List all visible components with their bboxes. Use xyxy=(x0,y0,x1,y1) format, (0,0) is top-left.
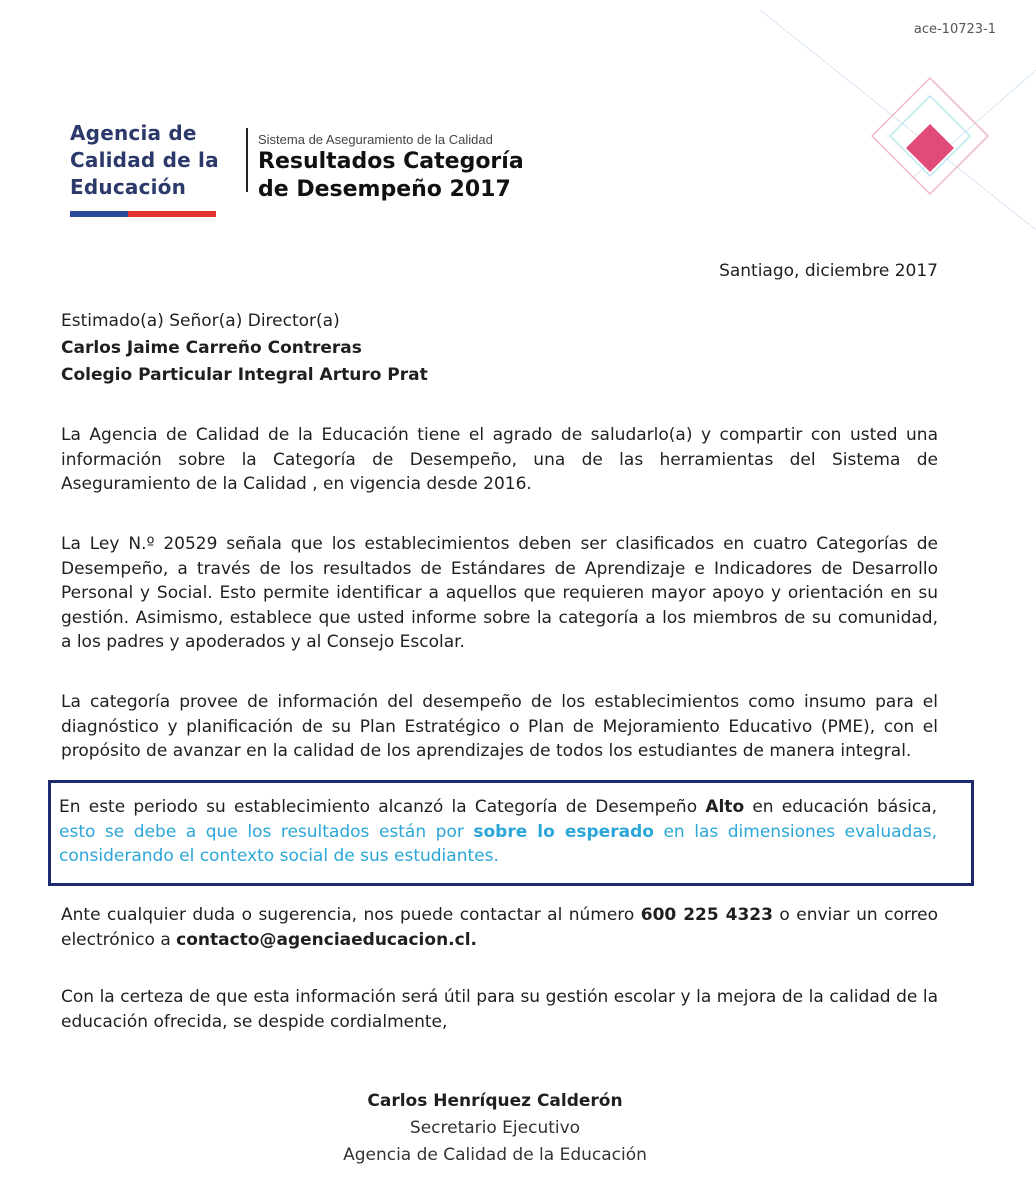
header-subtitle: Sistema de Aseguramiento de la Calidad xyxy=(258,132,493,147)
decorative-diamond-graphic xyxy=(740,0,1036,240)
document-header xyxy=(258,132,524,203)
agency-logo xyxy=(70,120,220,217)
recipient-school: Colegio Particular Integral Arturo Prat xyxy=(61,365,428,385)
contact-part-1: Ante cualquier duda o sugerencia, nos puede contactar al número xyxy=(61,905,641,925)
contact-phone: 600 225 4323 xyxy=(640,905,773,925)
signature-role: Secretario Ejecutivo xyxy=(409,1118,581,1138)
contact-part-2: o enviar un correo electrónico a xyxy=(61,905,939,950)
paragraph-contact xyxy=(61,903,938,952)
header-title-line-1: Resultados Categoría xyxy=(258,149,524,174)
contact-email: contacto@agenciaeducacion.cl. xyxy=(176,929,477,950)
highlight-part-2: en educación básica, xyxy=(744,797,938,817)
highlight-part-4: en las dimensiones evaluadas, considerando el contexto social de sus estudiantes. xyxy=(59,821,938,866)
pink-diamond-shape xyxy=(906,124,954,172)
highlight-part-3: esto se debe a que los resultados están por xyxy=(59,821,474,842)
logo-color-bar xyxy=(70,211,216,217)
document-code: ace-10723-1 xyxy=(913,22,996,37)
paragraph-closing: Con la certeza de que esta información será útil para su gestión escolar y la mejora de la calidad de la educación ofrecida, se despide cordialmente, xyxy=(61,987,938,1032)
paragraph-intro: La Agencia de Calidad de la Educación tiene el agrado de saludarlo(a) y compartir con usted una información sobre la Categoría de Desempeño, una de las herramientas del Sistema de Aseguramiento de la Calidad , en vigencia desde 2016. xyxy=(61,425,938,494)
signature-org: Agencia de Calidad de la Educación xyxy=(343,1145,647,1165)
paragraph-law: La Ley N.º 20529 señala que los establecimientos deben ser clasificados en cuatro Categorías de Desempeño, a través de los resultados de Estándares de Aprendizaje e Indicadores de Desarrollo Personal y Social. Esto permite identificar a aquellos que requieren mayor apoyo y orientación en su gestión. Asimismo, establece que usted informe sobre la categoría a los miembros de su comunidad, a los padres y apoderados y al Consejo Escolar. xyxy=(61,534,938,652)
signature-name: Carlos Henríquez Calderón xyxy=(367,1091,623,1111)
logo-line-2: Calidad de la xyxy=(70,148,219,172)
salutation: Estimado(a) Señor(a) Director(a) xyxy=(61,311,340,331)
highlight-part-1: En este periodo su establecimiento alcanzó la Categoría de Desempeño xyxy=(59,797,706,817)
highlight-emphasis: sobre lo esperado xyxy=(473,821,654,842)
category-value: Alto xyxy=(705,797,745,817)
recipient-name: Carlos Jaime Carreño Contreras xyxy=(61,338,362,358)
header-divider xyxy=(246,128,248,192)
logo-line-3: Educación xyxy=(70,175,187,199)
letter-date: Santiago, diciembre 2017 xyxy=(719,261,938,281)
header-title-line-2: de Desempeño 2017 xyxy=(258,177,511,202)
logo-line-1: Agencia de xyxy=(70,121,197,145)
result-highlight-text xyxy=(59,795,937,869)
paragraph-purpose: La categoría provee de información del desempeño de los establecimientos como insumo para el diagnóstico y planificación de su Plan Estratégico o Plan de Mejoramiento Educativo (PME), con el propósito de avanzar en la calidad de los aprendizajes de todos los estudiantes de manera integral. xyxy=(61,692,938,761)
